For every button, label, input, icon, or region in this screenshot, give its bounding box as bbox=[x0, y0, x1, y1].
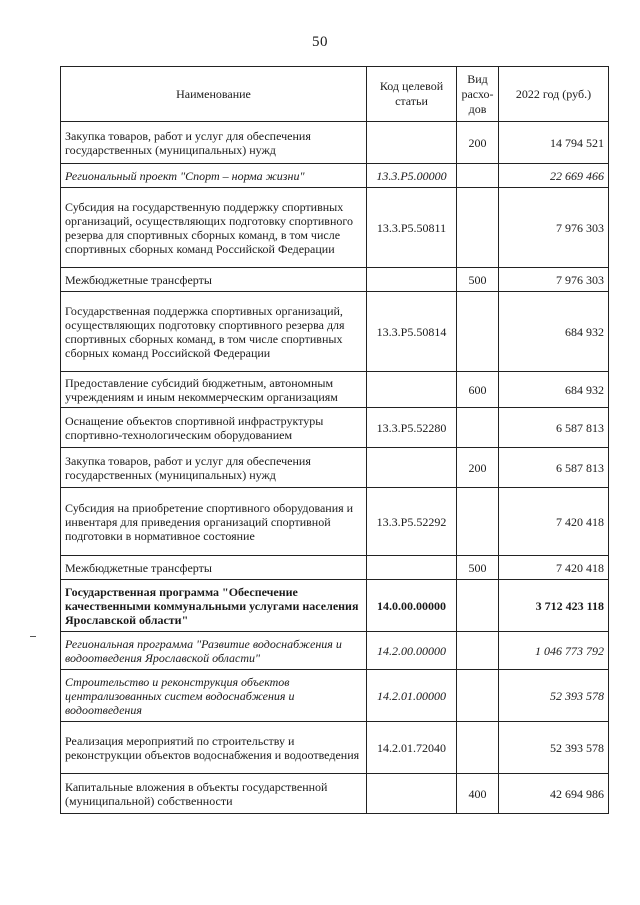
table-row bbox=[61, 556, 609, 580]
row-sum: 42 694 986 bbox=[499, 774, 609, 814]
table-row bbox=[61, 408, 609, 448]
header-code: Код целевой статьи bbox=[367, 67, 457, 122]
row-code: 14.2.01.72040 bbox=[367, 722, 457, 774]
row-name: Оснащение объектов спортивной инфраструктуры спортивно-технологическим оборудованием bbox=[61, 408, 367, 448]
table-row bbox=[61, 188, 609, 268]
row-code: 13.3.P5.50811 bbox=[367, 188, 457, 268]
row-vid bbox=[457, 632, 499, 670]
table-row bbox=[61, 292, 609, 372]
row-vid: 200 bbox=[457, 448, 499, 488]
row-vid bbox=[457, 670, 499, 722]
table-row bbox=[61, 268, 609, 292]
row-vid bbox=[457, 188, 499, 268]
row-name: Государственная программа "Обеспечение качественными коммунальными услугами населения Ярославской области" bbox=[61, 580, 367, 632]
table-row bbox=[61, 488, 609, 556]
row-code bbox=[367, 556, 457, 580]
table-row bbox=[61, 580, 609, 632]
header-vid: Вид расхо-дов bbox=[457, 67, 499, 122]
row-vid bbox=[457, 488, 499, 556]
table-row bbox=[61, 448, 609, 488]
row-code: 14.0.00.00000 bbox=[367, 580, 457, 632]
row-name: Закупка товаров, работ и услуг для обеспечения государственных (муниципальных) нужд bbox=[61, 122, 367, 164]
row-vid bbox=[457, 292, 499, 372]
row-vid bbox=[457, 722, 499, 774]
row-code: 13.3.P5.52292 bbox=[367, 488, 457, 556]
row-code: 13.3.P5.50814 bbox=[367, 292, 457, 372]
row-name: Межбюджетные трансферты bbox=[61, 268, 367, 292]
table-row bbox=[61, 372, 609, 408]
table-row bbox=[61, 722, 609, 774]
row-name: Региональная программа "Развитие водоснабжения и водоотведения Ярославской области" bbox=[61, 632, 367, 670]
row-code: 13.3.P5.00000 bbox=[367, 164, 457, 188]
row-name: Субсидия на приобретение спортивного оборудования и инвентаря для приведения организаций спортивной подготовки в нормативное состояние bbox=[61, 488, 367, 556]
row-name: Капитальные вложения в объекты государственной (муниципальной) собственности bbox=[61, 774, 367, 814]
row-sum: 52 393 578 bbox=[499, 670, 609, 722]
row-name: Реализация мероприятий по строительству и реконструкции объектов водоснабжения и водоотведения bbox=[61, 722, 367, 774]
row-code: 14.2.01.00000 bbox=[367, 670, 457, 722]
row-code: 14.2.00.00000 bbox=[367, 632, 457, 670]
row-sum: 7 420 418 bbox=[499, 488, 609, 556]
row-sum: 6 587 813 bbox=[499, 408, 609, 448]
row-code bbox=[367, 774, 457, 814]
row-vid bbox=[457, 164, 499, 188]
row-name: Государственная поддержка спортивных организаций, осуществляющих подготовку спортивного резерва для спортивных сборных команд, в том числе спортивных сборных команд Российской Федерации bbox=[61, 292, 367, 372]
row-sum: 14 794 521 bbox=[499, 122, 609, 164]
table-row bbox=[61, 774, 609, 814]
row-name: Субсидия на государственную поддержку спортивных организаций, осуществляющих подготовку спортивного резерва для спортивных сборных команд, в том числе спортивных сборных команд Российской Федерации bbox=[61, 188, 367, 268]
row-sum: 7 420 418 bbox=[499, 556, 609, 580]
page-number: 50 bbox=[312, 34, 328, 50]
table-row bbox=[61, 632, 609, 670]
row-code bbox=[367, 372, 457, 408]
row-vid bbox=[457, 580, 499, 632]
table-header-row bbox=[61, 67, 609, 122]
row-code bbox=[367, 122, 457, 164]
table-row bbox=[61, 122, 609, 164]
row-vid: 200 bbox=[457, 122, 499, 164]
row-code bbox=[367, 268, 457, 292]
table-row bbox=[61, 670, 609, 722]
row-name: Предоставление субсидий бюджетным, автономным учреждениям и иным некоммерческим организациям bbox=[61, 372, 367, 408]
row-sum: 7 976 303 bbox=[499, 268, 609, 292]
row-name: Закупка товаров, работ и услуг для обеспечения государственных (муниципальных) нужд bbox=[61, 448, 367, 488]
row-vid: 500 bbox=[457, 268, 499, 292]
table-row bbox=[61, 164, 609, 188]
row-sum: 52 393 578 bbox=[499, 722, 609, 774]
row-sum: 684 932 bbox=[499, 292, 609, 372]
row-vid: 600 bbox=[457, 372, 499, 408]
budget-table bbox=[60, 66, 609, 814]
row-sum: 1 046 773 792 bbox=[499, 632, 609, 670]
row-sum: 6 587 813 bbox=[499, 448, 609, 488]
row-sum: 7 976 303 bbox=[499, 188, 609, 268]
margin-mark bbox=[30, 636, 36, 637]
row-vid: 500 bbox=[457, 556, 499, 580]
header-name: Наименование bbox=[61, 67, 367, 122]
row-sum: 3 712 423 118 bbox=[499, 580, 609, 632]
row-sum: 684 932 bbox=[499, 372, 609, 408]
row-code: 13.3.P5.52280 bbox=[367, 408, 457, 448]
row-sum: 22 669 466 bbox=[499, 164, 609, 188]
row-code bbox=[367, 448, 457, 488]
header-sum: 2022 год (руб.) bbox=[499, 67, 609, 122]
row-vid: 400 bbox=[457, 774, 499, 814]
row-name: Строительство и реконструкция объектов централизованных систем водоснабжения и водоотведения bbox=[61, 670, 367, 722]
row-name: Межбюджетные трансферты bbox=[61, 556, 367, 580]
row-vid bbox=[457, 408, 499, 448]
row-name: Региональный проект "Спорт – норма жизни" bbox=[61, 164, 367, 188]
